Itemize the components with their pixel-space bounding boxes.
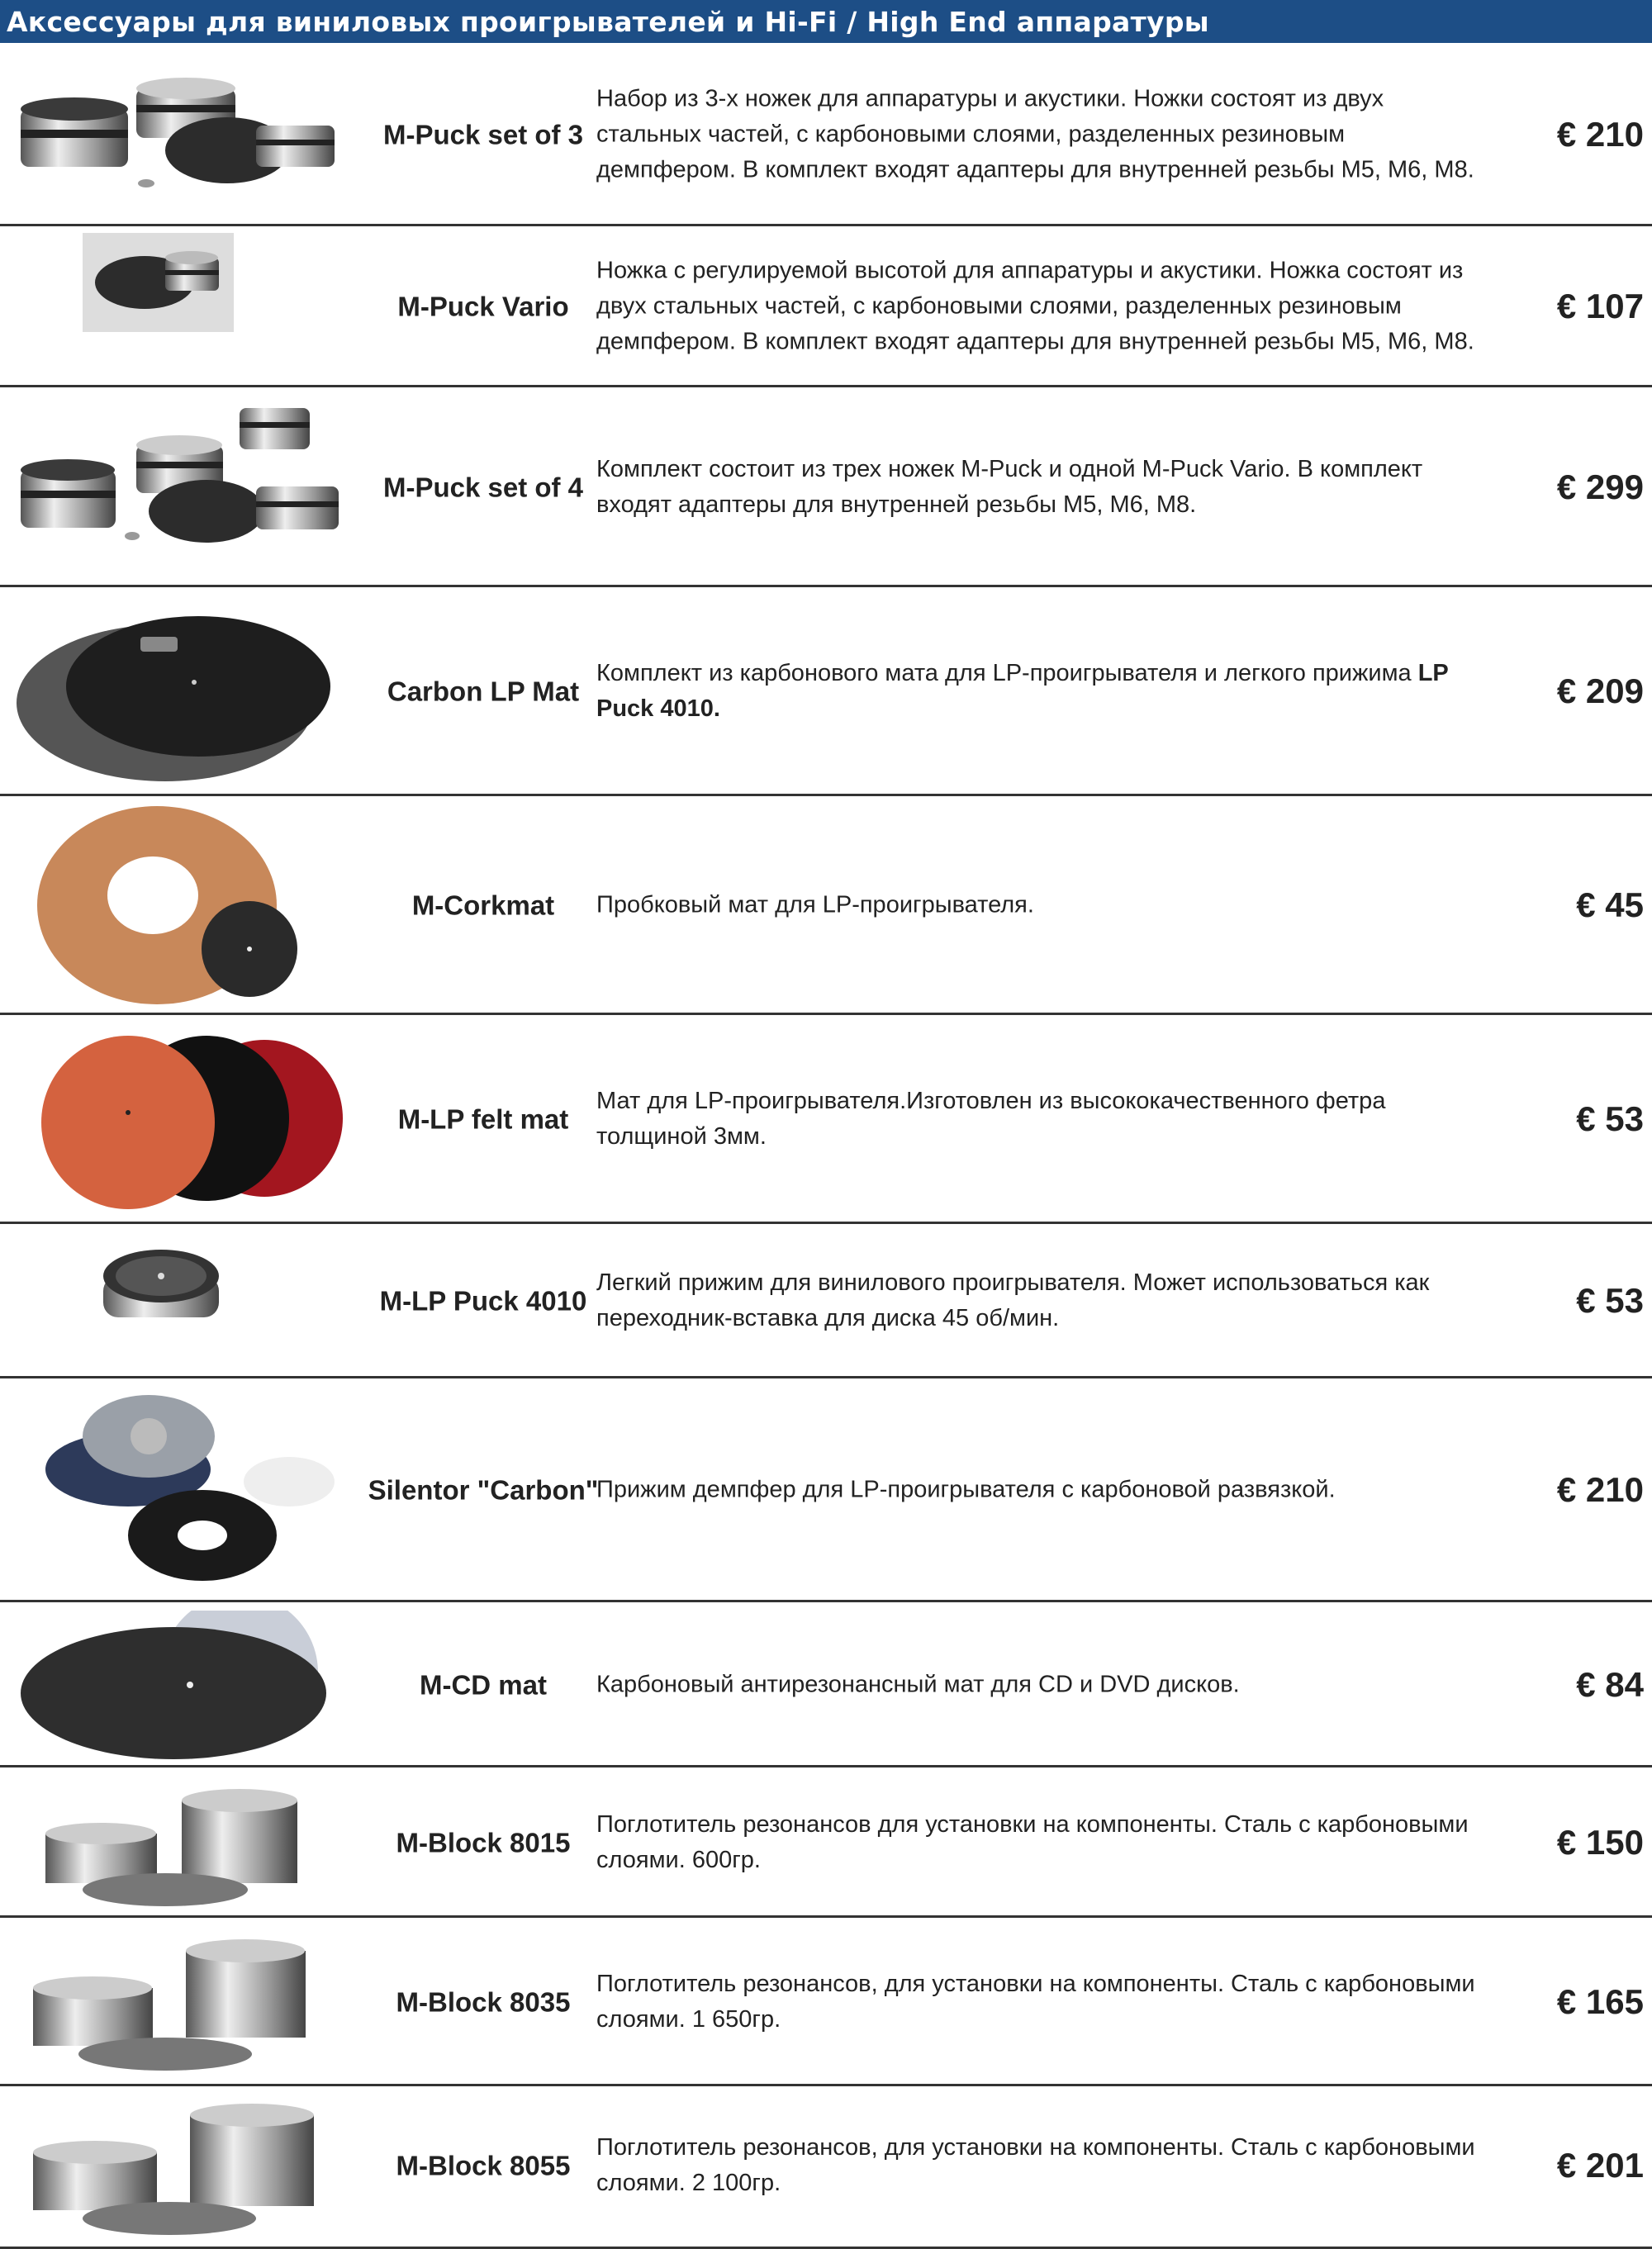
product-name: M-LP felt mat	[397, 1103, 569, 1135]
product-image-silentor-carbon	[17, 1387, 347, 1593]
product-name: M-Block 8055	[396, 2150, 571, 2181]
product-name: M-LP Puck 4010	[379, 1285, 587, 1317]
product-price: € 53	[1576, 1281, 1644, 1320]
product-price: € 150	[1556, 1823, 1644, 1862]
product-row	[0, 1378, 1652, 1602]
product-row	[0, 1767, 1652, 1918]
product-row	[0, 2086, 1652, 2249]
product-name: Carbon LP Mat	[387, 676, 580, 707]
product-row	[0, 43, 1652, 226]
product-image-m-lp-puck-4010	[91, 1239, 231, 1355]
product-image-m-lp-felt-mat	[17, 1023, 347, 1213]
product-row	[0, 1602, 1652, 1767]
product-image-m-puck-set-3	[17, 51, 347, 216]
product-price: € 210	[1556, 115, 1644, 154]
product-name: M-Puck set of 4	[382, 472, 584, 503]
product-image-m-block-8015	[17, 1776, 347, 1912]
product-price: € 53	[1576, 1099, 1644, 1138]
product-image-carbon-lp-mat	[17, 595, 347, 785]
product-row	[0, 1015, 1652, 1224]
product-image-m-block-8035	[17, 1926, 347, 2079]
product-name: M-Block 8015	[396, 1827, 571, 1858]
product-name: Silentor "Carbon"	[368, 1474, 599, 1506]
product-price: € 210	[1556, 1470, 1644, 1509]
product-description: Ножка с регулируемой высотой для аппаратуры и акустики. Ножка состоят из двух стальных частей, с карбоновыми слоями, разделенных резиновым демпфером. В комплект входят адаптеры для внутренней резьбы M5, M6, M8.	[596, 257, 1474, 355]
product-description: Поглотитель резонансов, для установки на компоненты. Сталь с карбоновыми слоями. 1 650гр.	[596, 1971, 1475, 2033]
product-name: M-CD mat	[420, 1669, 547, 1701]
product-price: € 84	[1576, 1665, 1644, 1704]
product-row	[0, 1224, 1652, 1378]
product-row	[0, 1918, 1652, 2086]
product-description: Прижим демпфер для LP-проигрывателя с карбоновой развязкой.	[596, 1476, 1336, 1503]
product-description: Карбоновый антирезонансный мат для CD и DVD дисков.	[596, 1671, 1240, 1698]
product-name: M-Puck set of 3	[382, 119, 584, 150]
product-name: M-Block 8035	[396, 1986, 571, 2018]
product-row	[0, 226, 1652, 387]
description-bold: LP Puck 4010.	[596, 660, 1449, 722]
product-image-m-cd-mat	[17, 1611, 347, 1759]
product-image-m-corkmat	[17, 804, 347, 1007]
product-name: M-Puck Vario	[397, 291, 569, 322]
product-description: Поглотитель резонансов, для установки на компоненты. Сталь с карбоновыми слоями. 2 100гр.	[596, 2134, 1475, 2196]
product-image-m-puck-vario	[83, 233, 234, 332]
product-image-m-puck-set-4	[17, 396, 347, 577]
page-title: Аксессуары для виниловых проигрывателей и Hi-Fi / High End аппаратуры	[7, 6, 1209, 38]
product-price: € 165	[1556, 1982, 1644, 2021]
product-price: € 299	[1556, 467, 1644, 506]
product-description: Набор из 3-х ножек для аппаратуры и акустики. Ножки состоят из двух стальных частей, с карбоновыми слоями, разделенных резиновым демпфером. В комплект входят адаптеры для внутренней резьбы M5, M6, M8.	[596, 85, 1474, 183]
product-price: € 107	[1556, 287, 1644, 325]
product-name: M-Corkmat	[411, 890, 555, 921]
product-price: € 201	[1556, 2146, 1644, 2185]
product-row	[0, 796, 1652, 1015]
product-description: Легкий прижим для винилового проигрывателя. Может использоваться как переходник-вставка для диска 45 об/мин.	[596, 1269, 1430, 1331]
product-description: Мат для LP-проигрывателя.Изготовлен из высококачественного фетра толщиной 3мм.	[596, 1088, 1386, 1150]
product-description: Комплект состоит из трех ножек M-Puck и одной M-Puck Vario. В комплект входят адаптеры для внутренней резьбы M5, M6, M8.	[596, 456, 1423, 518]
product-description: Пробковый мат для LP-проигрывателя.	[596, 891, 1034, 918]
product-row	[0, 387, 1652, 587]
product-image-m-block-8055	[17, 2095, 347, 2242]
product-row	[0, 587, 1652, 796]
product-price: € 45	[1576, 885, 1644, 924]
product-price: € 209	[1556, 671, 1644, 710]
page-header	[0, 0, 1652, 43]
description-text: Комплект из карбонового мата для LP-проигрывателя и легкого прижима	[596, 660, 1412, 686]
product-description	[596, 656, 1488, 727]
product-description: Поглотитель резонансов для установки на компоненты. Сталь с карбоновыми слоями. 600гр.	[596, 1811, 1469, 1873]
